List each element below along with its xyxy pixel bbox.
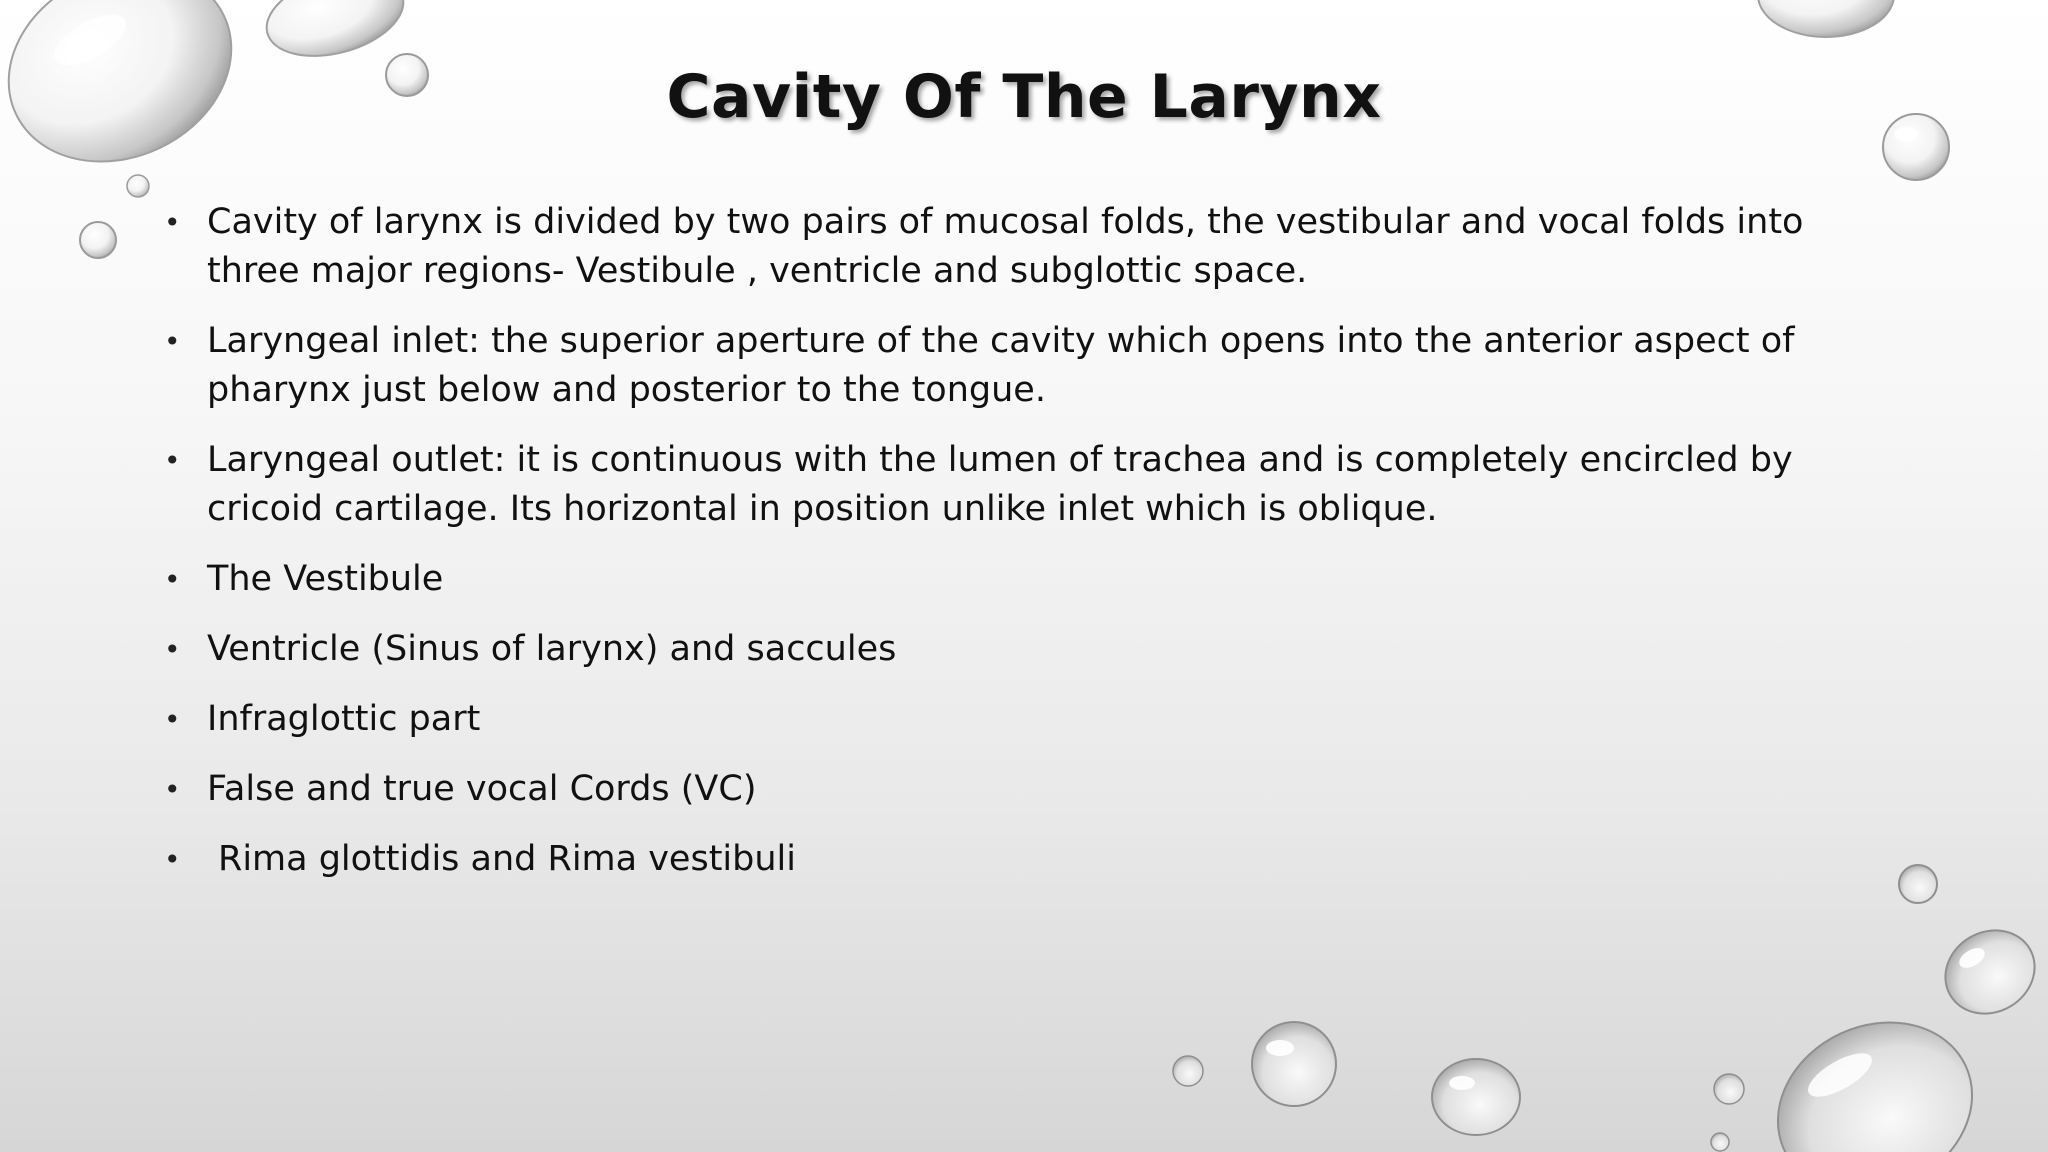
bullet-text: Infraglottic part [207, 699, 481, 739]
bullet-item [160, 317, 1900, 415]
bullet-icon: • [164, 325, 181, 358]
bullet-list [160, 198, 1900, 905]
bullet-icon: • [164, 563, 181, 596]
water-drop-icon [127, 175, 149, 197]
water-drop-icon [1173, 1056, 1203, 1086]
bullet-item [160, 765, 1900, 814]
water-drop-icon [1758, 0, 1894, 37]
water-drop-icon [1252, 1022, 1336, 1106]
water-drop-icon [80, 222, 116, 258]
bullet-icon: • [164, 206, 181, 239]
water-drop-icon [1714, 1074, 1744, 1104]
bullet-item [160, 555, 1900, 604]
water-drop-icon [1930, 914, 2048, 1029]
bullet-item [160, 436, 1900, 534]
bullet-icon: • [164, 633, 181, 666]
water-drop-icon [258, 0, 413, 70]
bullet-text: Rima glottidis and Rima vestibuli [218, 839, 796, 879]
bullet-item [160, 198, 1900, 296]
slide-title: Cavity Of The Larynx [666, 62, 1382, 132]
bullet-icon: • [164, 444, 181, 477]
bullet-text: Laryngeal inlet: the superior aperture of the cavity which opens into the anterior aspect of pharynx just below and posterior to the tongue. [207, 321, 1795, 410]
bullet-text: Cavity of larynx is divided by two pairs of mucosal folds, the vestibular and vocal folds into three major regions- Vestibule , ventricle and subglottic space. [207, 202, 1804, 291]
bullet-item [160, 835, 1900, 884]
bullet-icon: • [164, 843, 181, 876]
bullet-text: False and true vocal Cords (VC) [207, 769, 757, 809]
bullet-text: Ventricle (Sinus of larynx) and saccules [207, 629, 897, 669]
bullet-item [160, 695, 1900, 744]
water-drop-icon [1432, 1059, 1520, 1135]
bullet-icon: • [164, 703, 181, 736]
water-drop-icon [1711, 1133, 1729, 1151]
water-drop-icon [1899, 865, 1937, 903]
bullet-item [160, 625, 1900, 674]
water-drop-icon [1750, 991, 2001, 1152]
bullet-icon: • [164, 773, 181, 806]
bullet-text: The Vestibule [207, 559, 444, 599]
bullet-text: Laryngeal outlet: it is continuous with the lumen of trachea and is completely encircled by cricoid cartilage. Its horizontal in position unlike inlet which is oblique. [207, 440, 1793, 529]
